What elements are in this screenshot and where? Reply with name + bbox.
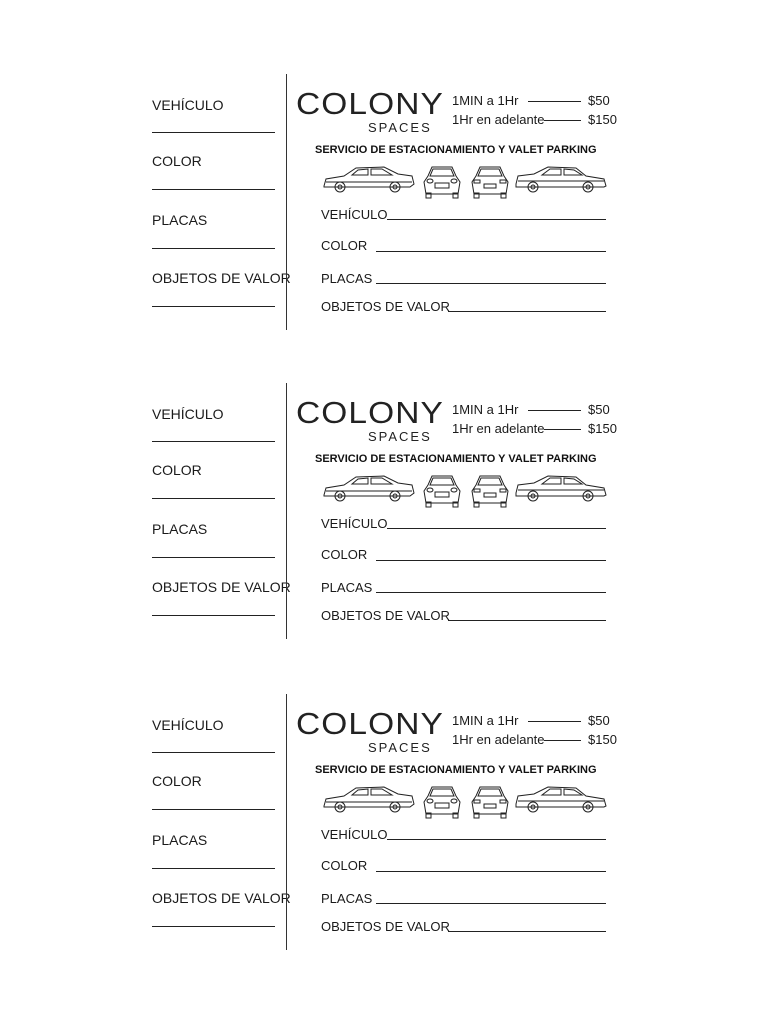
form-color-line[interactable] xyxy=(376,560,606,561)
stub-vehicle-line[interactable] xyxy=(152,752,275,753)
colony-spaces-logo xyxy=(296,706,444,768)
form-vehicle-line[interactable] xyxy=(387,839,606,840)
stub-valuables-label: OBJETOS DE VALOR xyxy=(152,270,291,286)
stub-vehicle-label: VEHÍCULO xyxy=(152,406,224,422)
stub-color-line[interactable] xyxy=(152,498,275,499)
form-vehicle-label: VEHÍCULO xyxy=(321,827,388,842)
sedan-front-icon xyxy=(424,787,460,818)
stub-vehicle-label: VEHÍCULO xyxy=(152,717,224,733)
valet-ticket xyxy=(0,694,768,984)
stub-plates-label: PLACAS xyxy=(152,212,208,228)
form-valuables-label: OBJETOS DE VALOR xyxy=(321,919,450,934)
stub-vehicle-line[interactable] xyxy=(152,132,275,133)
form-color-line[interactable] xyxy=(376,251,606,252)
rate-price-1: $50 xyxy=(588,713,610,728)
form-valuables-label: OBJETOS DE VALOR xyxy=(321,299,450,314)
stub-plates-label: PLACAS xyxy=(152,832,208,848)
perforation-divider xyxy=(286,74,287,330)
stub-plates-line[interactable] xyxy=(152,557,275,558)
form-plates-label: PLACAS xyxy=(321,891,373,906)
sedan-rear-icon xyxy=(472,787,508,818)
sedan-side-left-icon xyxy=(324,167,414,192)
rate-label-2: 1Hr en adelante xyxy=(452,112,545,127)
form-color-line[interactable] xyxy=(376,871,606,872)
service-title: SERVICIO DE ESTACIONAMIENTO Y VALET PARKING xyxy=(315,453,597,465)
rate-dash-2 xyxy=(544,740,581,741)
colony-spaces-logo xyxy=(296,86,444,148)
stub-color-line[interactable] xyxy=(152,189,275,190)
service-title: SERVICIO DE ESTACIONAMIENTO Y VALET PARKING xyxy=(315,144,597,156)
form-plates-label: PLACAS xyxy=(321,271,373,286)
perforation-divider xyxy=(286,383,287,639)
sedan-rear-icon xyxy=(472,167,508,198)
stub-plates-line[interactable] xyxy=(152,868,275,869)
form-plates-line[interactable] xyxy=(376,903,606,904)
stub-valuables-label: OBJETOS DE VALOR xyxy=(152,579,291,595)
colony-spaces-logo xyxy=(296,395,444,457)
sedan-side-right-icon xyxy=(516,476,606,501)
sedan-side-left-icon xyxy=(324,476,414,501)
rate-label-2: 1Hr en adelante xyxy=(452,421,545,436)
stub-color-label: COLOR xyxy=(152,462,202,478)
rate-price-1: $50 xyxy=(588,402,610,417)
rate-label-1: 1MIN a 1Hr xyxy=(452,402,519,417)
cars-illustration xyxy=(322,473,610,509)
form-vehicle-label: VEHÍCULO xyxy=(321,516,388,531)
cars-illustration xyxy=(322,784,610,820)
form-color-label: COLOR xyxy=(321,858,368,873)
rate-label-2: 1Hr en adelante xyxy=(452,732,545,747)
form-valuables-line[interactable] xyxy=(448,620,606,621)
perforation-divider xyxy=(286,694,287,950)
form-color-label: COLOR xyxy=(321,238,368,253)
sedan-side-right-icon xyxy=(516,167,606,192)
logo-subtitle: SPACES xyxy=(368,120,432,135)
form-valuables-line[interactable] xyxy=(448,311,606,312)
rate-dash-1 xyxy=(528,410,581,411)
valet-ticket xyxy=(0,74,768,364)
form-vehicle-line[interactable] xyxy=(387,219,606,220)
stub-color-label: COLOR xyxy=(152,773,202,789)
stub-vehicle-label: VEHÍCULO xyxy=(152,97,224,113)
stub-valuables-line[interactable] xyxy=(152,306,275,307)
rate-label-1: 1MIN a 1Hr xyxy=(452,93,519,108)
stub-color-line[interactable] xyxy=(152,809,275,810)
rate-price-2: $150 xyxy=(588,421,617,436)
sedan-rear-icon xyxy=(472,476,508,507)
rate-label-1: 1MIN a 1Hr xyxy=(452,713,519,728)
rate-dash-1 xyxy=(528,101,581,102)
stub-color-label: COLOR xyxy=(152,153,202,169)
rate-dash-1 xyxy=(528,721,581,722)
form-plates-label: PLACAS xyxy=(321,580,373,595)
service-title: SERVICIO DE ESTACIONAMIENTO Y VALET PARKING xyxy=(315,764,597,776)
sedan-side-right-icon xyxy=(516,787,606,812)
form-valuables-line[interactable] xyxy=(448,931,606,932)
rate-price-2: $150 xyxy=(588,732,617,747)
logo-subtitle: SPACES xyxy=(368,740,432,755)
rate-dash-2 xyxy=(544,429,581,430)
sedan-front-icon xyxy=(424,167,460,198)
rate-price-2: $150 xyxy=(588,112,617,127)
stub-valuables-line[interactable] xyxy=(152,615,275,616)
valet-ticket xyxy=(0,383,768,673)
logo-wordmark: COLONY xyxy=(296,86,444,121)
stub-valuables-line[interactable] xyxy=(152,926,275,927)
stub-valuables-label: OBJETOS DE VALOR xyxy=(152,890,291,906)
sedan-front-icon xyxy=(424,476,460,507)
stub-plates-label: PLACAS xyxy=(152,521,208,537)
logo-wordmark: COLONY xyxy=(296,706,444,741)
form-vehicle-label: VEHÍCULO xyxy=(321,207,388,222)
cars-illustration xyxy=(322,164,610,200)
form-color-label: COLOR xyxy=(321,547,368,562)
form-plates-line[interactable] xyxy=(376,592,606,593)
logo-subtitle: SPACES xyxy=(368,429,432,444)
form-vehicle-line[interactable] xyxy=(387,528,606,529)
stub-plates-line[interactable] xyxy=(152,248,275,249)
stub-vehicle-line[interactable] xyxy=(152,441,275,442)
rate-dash-2 xyxy=(544,120,581,121)
sedan-side-left-icon xyxy=(324,787,414,812)
logo-wordmark: COLONY xyxy=(296,395,444,430)
rate-price-1: $50 xyxy=(588,93,610,108)
form-valuables-label: OBJETOS DE VALOR xyxy=(321,608,450,623)
form-plates-line[interactable] xyxy=(376,283,606,284)
